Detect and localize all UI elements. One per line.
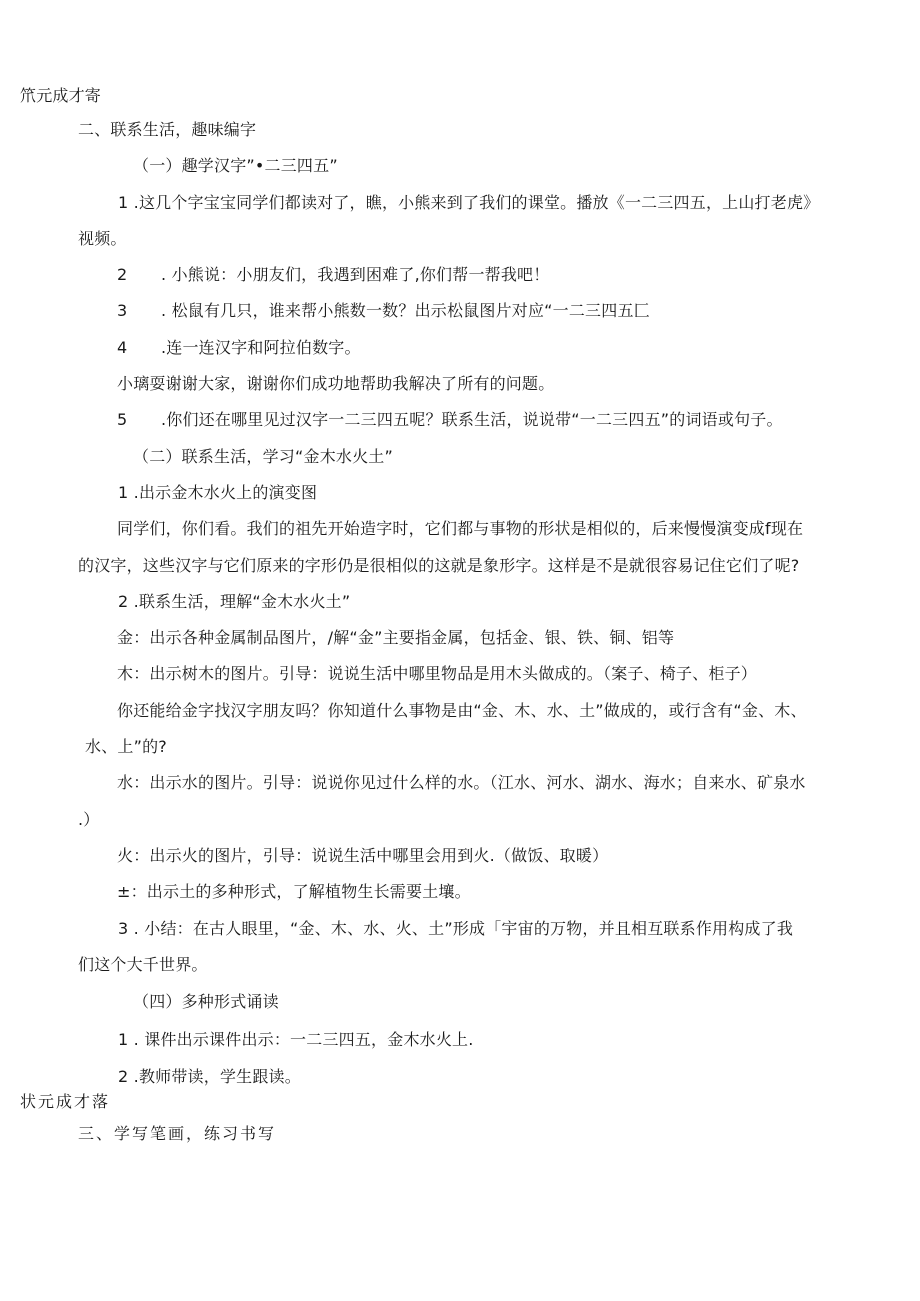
paragraph-4-number: 4 [117,338,128,357]
paragraph-5-text: .你们还在哪里见过汉字一二三四五呢？联系生活，说说带“一二三四五”的词语或句子。 [161,410,783,429]
fire-line: 火：出示火的图片，引导：说说生活中哪里会用到火.（做饭、取暖） [117,846,609,865]
paragraph-4 [117,338,361,358]
item-1-evolution: 1 .出示金木水火上的演变图 [118,483,318,502]
paragraph-thanks: 小璃耍谢谢大家，谢谢你们成功地帮助我解决了所有的问题。 [117,374,555,393]
paragraph-5 [117,410,783,430]
paragraph-5-number: 5 [117,410,128,429]
page-header-top: 笊元成才寄 [20,86,102,105]
section-two-heading: 二、联系生活，趣味编字 [78,120,257,139]
item-2-understand: 2 .联系生活，理解“金木水火土” [118,592,351,611]
paragraph-3-text: . 松鼠有几只，谁来帮小熊数一数？出示松鼠图片对应“一二三四五匚 [161,301,650,320]
part-one-title: （一）趣学汉字”•二三四五” [133,156,338,175]
page-header-mid: 状元成才落 [20,1092,111,1111]
paragraph-2 [117,265,549,285]
paragraph-3-number: 3 [117,301,128,320]
paragraph-3 [117,301,650,321]
paragraph-4-text: .连一连汉字和阿拉伯数字。 [161,338,361,357]
paragraph-1-line-2: 视频。 [78,229,127,248]
metal-line: 金：出示各种金属制品图片，/解“金”主要指金属，包括金、银、铁、铜、铝等 [117,628,675,647]
paragraph-2-text: . 小熊说：小朋友们，我遇到困难了,你们帮一帮我吧！ [161,265,550,284]
paragraph-1-line-1: 1 .这几个字宝宝同学们都读对了，瞧，小熊来到了我们的课堂。播放《一二三四五，上山打老虎》 [118,193,820,212]
paragraph-2-number: 2 [117,265,128,284]
water-line-1: 水：出示水的图片。引导：说说你见过什么样的水。（江水、河水、湖水、海水；自来水、矿泉水 [117,773,806,792]
evolution-paragraph-line-1: 同学们，你们看。我们的祖先开始造字时，它们都与事物的形状是相似的，后来慢慢演变成f现在 [117,519,804,538]
summary-line-2: 们这个大千世界。 [78,955,208,974]
find-friends-line-2: 水、上”的? [85,737,167,756]
part-four-title: （四）多种形式诵读 [133,992,279,1011]
water-line-2: .） [78,810,100,829]
reading-item-1: 1 . 课件出示课件出示：一二三四五，金木水火上. [118,1030,474,1049]
find-friends-line-1: 你还能给金字找汉字朋友吗？你知道什么事物是由“金、木、水、土”做成的，或行含有“金、木、 [117,701,807,720]
reading-item-2: 2 .教师带读，学生跟读。 [118,1067,301,1086]
wood-line: 木：出示树木的图片。引导：说说生活中哪里物品是用木头做成的。（案子、椅子、柜子） [117,664,758,683]
part-two-title: （二）联系生活，学习“金木水火土” [133,447,393,466]
section-three-heading: 三、学写笔画，练习书写 [78,1124,277,1143]
earth-line: ±：出示土的多种形式，了解植物生长需要土壤。 [117,882,471,901]
summary-line-1: 3 . 小结：在古人眼里，“金、木、水、火、土”形成「宇宙的万物，并且相互联系作用构成了我 [118,919,794,938]
evolution-paragraph-line-2: 的汉字，这些汉字与它们原来的字形仍是很相似的这就是象形字。这样是不是就很容易记住它们了呢? [78,556,800,575]
